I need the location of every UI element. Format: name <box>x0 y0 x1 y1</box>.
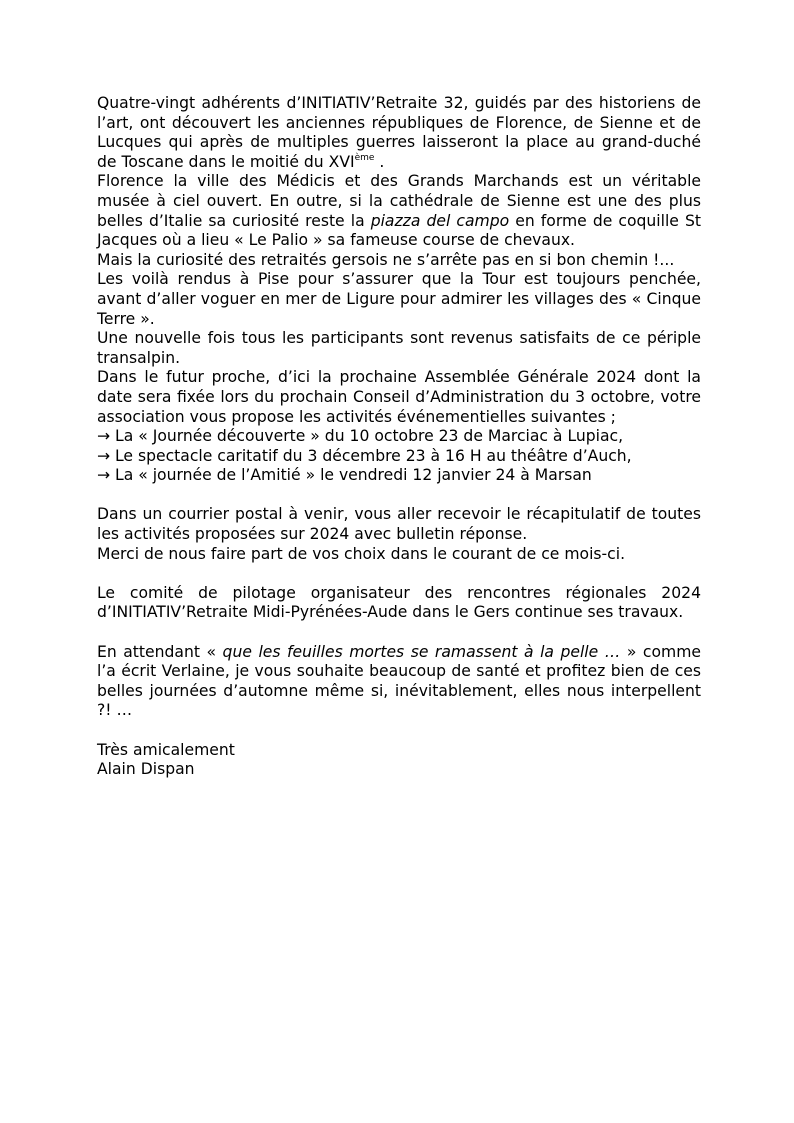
paragraph-mail: Dans un courrier postal à venir, vous aller recevoir le récapitulatif de toutes les activités proposées sur 2024 avec bulletin réponse. <box>97 505 701 544</box>
paragraph-satisfied: Une nouvelle fois tous les participants sont revenus satisfaits de ce périple transalpin. <box>97 329 701 367</box>
century-superscript: ème <box>354 152 375 163</box>
paragraph-tuscany-trip: Quatre-vingt adhérents d’INITIATIV’Retraite 32, guidés par des historiens de l’art, ont découvert les anciennes républiques de Florence, de Sienne et de Lucques qui après de multiples guerres laisseront la place au grand-duché de Toscane dans le moitié du XVIème . <box>97 94 701 171</box>
paragraph-verlaine: En attendant « que les feuilles mortes se ramassent à la pelle … » comme l’a écrit Verlaine, je vous souhaite beaucoup de santé et profitez bien de ces belles journées d’automne même si, inévitablement, elles nous interpellent ?! … <box>97 642 702 720</box>
signature: Alain Dispan <box>97 760 195 779</box>
list-item: → La « Journée découverte » du 10 octobre 23 de Marciac à Lupiac, <box>97 427 624 446</box>
paragraph-upcoming: Dans le futur proche, d’ici la prochaine Assemblée Générale 2024 dont la date sera fixée lors du prochain Conseil d’Administration du 3 octobre, votre association vous propose les activités événementielles suivantes ; <box>97 368 701 426</box>
piazza-name: piazza del campo <box>370 211 510 230</box>
paragraph-curiosity: Mais la curiosité des retraités gersois ne s’arrête pas en si bon chemin !... <box>97 250 675 269</box>
paragraph-committee: Le comité de pilotage organisateur des rencontres régionales 2024 d’INITIATIV’Retraite Midi-Pyrénées-Aude dans le Gers continue ses travaux. <box>97 583 701 622</box>
list-item: → La « journée de l’Amitié » le vendredi 12 janvier 24 à Marsan <box>97 466 592 485</box>
paragraph-choices: Merci de nous faire part de vos choix dans le courant de ce mois-ci. <box>97 544 626 563</box>
paragraph-florence-siena: Florence la ville des Médicis et des Grands Marchands est un véritable musée à ciel ouvert. En outre, si la cathédrale de Sienne est une des plus belles d’Italie sa curiosité reste la piazza del campo en forme de coquille St Jacques où a lieu « Le Palio » sa fameuse course de chevaux. <box>97 172 701 250</box>
paragraph-pisa: Les voilà rendus à Pise pour s’assurer que la Tour est toujours penchée, avant d’aller voguer en mer de Ligure pour admirer les villages des « Cinque Terre ». <box>97 270 701 328</box>
events-list <box>97 427 701 486</box>
verlaine-quote: que les feuilles mortes se ramassent à la pelle … <box>222 642 621 661</box>
letter-body <box>97 94 701 780</box>
list-item: → Le spectacle caritatif du 3 décembre 23 à 16 H au théâtre d’Auch, <box>97 446 632 465</box>
closing-salutation: Très amicalement <box>97 740 235 759</box>
